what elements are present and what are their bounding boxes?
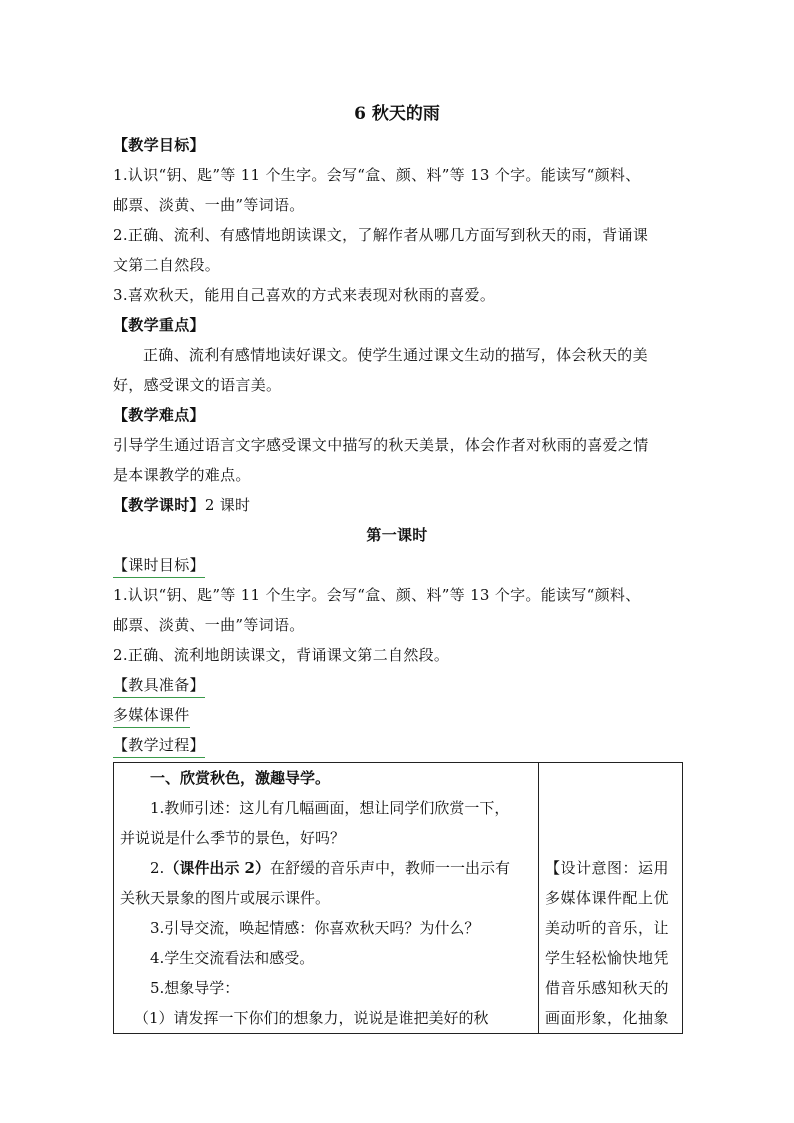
hours-line <box>113 490 681 520</box>
key-points-heading: 【教学重点】 <box>113 316 205 334</box>
process-step-line: 关秋天景象的图片或展示课件。 <box>120 889 331 907</box>
design-intent-line: 多媒体课件配上优 <box>545 889 670 907</box>
step2-rest: 在舒缓的音乐声中，教师一一出示有 <box>269 859 510 877</box>
key-points-line: 好，感受课文的语言美。 <box>113 376 282 394</box>
process-step-line: 1.教师引述：这儿有几幅画面，想让同学们欣赏一下， <box>150 799 510 817</box>
process-heading: 【教学过程】 <box>113 733 205 758</box>
process-left-cell <box>114 763 539 1034</box>
design-intent-line: 画面形象，化抽象 <box>545 1009 670 1027</box>
process-step-line: 并说说是什么季节的景色，好吗？ <box>120 829 346 847</box>
design-intent-line: 学生轻松愉快地凭 <box>545 949 670 967</box>
process-step-line: 4.学生交流看法和感受。 <box>150 949 315 967</box>
objectives-line: 1.认识“钥、匙”等 11 个生字。会写“盒、颜、料”等 13 个字。能读写“颜料、 <box>113 166 641 184</box>
difficulties-line: 引导学生通过语言文字感受课文中描写的秋天美景，体会作者对秋雨的喜爱之情 <box>113 436 649 454</box>
materials-heading: 【教具准备】 <box>113 673 205 698</box>
step2-courseware-note: （课件出示 2） <box>164 859 270 877</box>
design-intent-line: 借音乐感知秋天的 <box>545 979 670 997</box>
lesson1-objectives-line: 邮票、淡黄、一曲”等词语。 <box>113 616 305 634</box>
lesson1-title: 第一课时 <box>366 526 428 544</box>
hours-value: 2 课时 <box>204 496 251 514</box>
design-intent-line: 【设计意图：运用 <box>545 859 670 877</box>
objectives-line: 3.喜欢秋天，能用自己喜欢的方式来表现对秋雨的喜爱。 <box>113 286 496 304</box>
process-section-title: 一、欣赏秋色，激趣导学。 <box>150 769 331 787</box>
materials-row <box>113 700 681 730</box>
process-right-cell <box>539 763 683 1034</box>
lesson1-objectives-heading-row <box>113 550 681 580</box>
hours-heading: 【教学课时】 <box>113 496 205 514</box>
objectives-line: 2.正确、流利、有感情地朗读课文，了解作者从哪几方面写到秋天的雨，背诵课 <box>113 226 649 244</box>
materials-value: 多媒体课件 <box>113 703 190 728</box>
design-intent-line: 美动听的音乐，让 <box>545 919 670 937</box>
difficulties-line: 是本课教学的难点。 <box>113 466 251 484</box>
process-table <box>113 762 683 1034</box>
key-points-line: 正确、流利有感情地读好课文。使学生通过课文生动的描写，体会秋天的美 <box>143 346 648 364</box>
process-heading-row <box>113 730 681 760</box>
objectives-heading: 【教学目标】 <box>113 136 205 154</box>
document-title: 6 秋天的雨 <box>354 104 440 124</box>
lesson1-objectives-heading: 【课时目标】 <box>113 553 205 578</box>
process-step-line: （1）请发挥一下你们的想象力，说说是谁把美好的秋 <box>134 1009 489 1027</box>
process-table-row <box>114 763 683 1034</box>
lesson1-objectives-line: 2.正确、流利地朗读课文，背诵课文第二自然段。 <box>113 646 450 664</box>
step2-prefix: 2. <box>150 859 165 877</box>
objectives-line: 文第二自然段。 <box>113 256 221 274</box>
process-step2-line <box>114 853 538 883</box>
difficulties-heading: 【教学难点】 <box>113 406 205 424</box>
materials-heading-row <box>113 670 681 700</box>
design-intent <box>539 763 682 1033</box>
objectives-line: 邮票、淡黄、一曲”等词语。 <box>113 196 305 214</box>
lesson1-objectives-line: 1.认识“钥、匙”等 11 个生字。会写“盒、颜、料”等 13 个字。能读写“颜料、 <box>113 586 641 604</box>
process-step-line: 5.想象导学： <box>150 979 240 997</box>
process-step-line: 3.引导交流，唤起情感：你喜欢秋天吗？为什么？ <box>150 919 480 937</box>
document-page <box>113 100 681 1034</box>
